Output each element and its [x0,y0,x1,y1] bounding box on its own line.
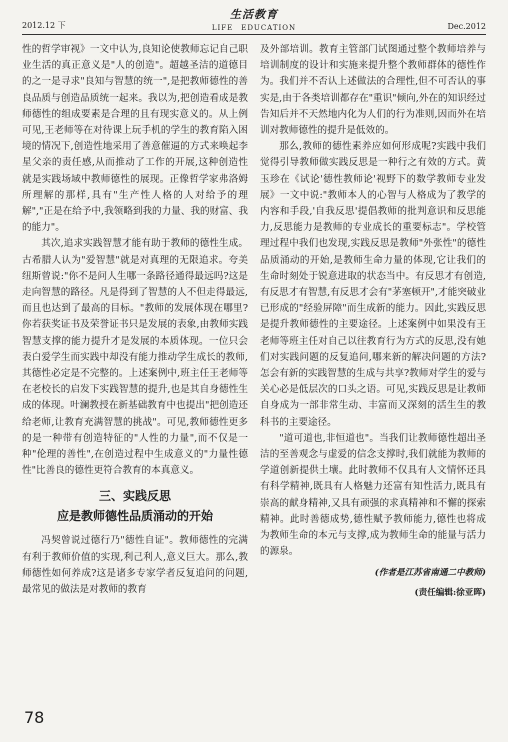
journal-masthead [22,6,486,33]
page-number: 78 [24,708,45,727]
issue-date: 2012.12 下 [22,21,66,30]
paragraph: 那么,教师的德性素养应如何形成呢?实践中我们觉得引导教师做实践反思是一种行之有效的方式。黄玉珍在《试论'德性教师论'视野下的数学教师专业发展》一文中说:"教师本人的心智与人格成为了教学的内容和手段,'自我反思'提倡教师的批判意识和反思能力,反思能力是教师的专业成长的重要标志"。学校管理过程中我们也发现,实践反思是教师"外张性"的德性品质涌动的开始,是教师生命力量的体现,它让我们的生命时刻处于锐意进取的状态当中。有反思才有创造,有反思才有智慧,有反思才会有"茅塞顿开",才能突破业已形成的"经验屏障"而生成新的能力。因此,实践反思是提升教师德性的主要途径。上述案例中如果没有王老师等班主任对自己以往教育行为方式的反思,没有她们对实践问题的反复追问,哪来新的解决问题的方法?怎会有新的实践智慧的生成与共享?教师对学生的爱与关心必是低层次的口头之语。可见,实践反思是让教师自身成为一部非常生动、丰富而又深刻的活生生的教科书的主要途径。 [260,141,486,428]
journal-subtitle: LIFE EDUCATION [211,24,297,32]
section-title: 三、实践反思 [98,489,171,504]
paragraph: 及外部培训。教育主管部门试图通过整个教师培养与培训制度的设计和实施来提升整个教师群体的德性作为。我们并不否认上述做法的合理性,但不可否认的事实是,由于各类培训都存在"重识"倾向,外在的知识经过告知后并不天然地内化为人们的行为准则,因而外在培训对教师德性的提升是低效的。 [260,44,486,137]
left-column [22,42,248,598]
paragraph: "道可道也,非恒道也"。当我们让教师德性超出圣洁的至善观念与虚爱的信念支撑时,我们就能为教师的学道创新提供土壤。此时教师不仅具有人文情怀还具有科学精神,既具有人格魅力还富有知性活力,既具有崇高的献身精神,又具有顽强的求真精神和不懈的探索精神。此时善德成势,德性赋予教师能力,德性也将成为教师生命的本元与支撑,成为教师生命的能量与活力的源泉。 [260,432,486,558]
journal-logo: 生活教育 [230,8,278,21]
paragraph: 冯契曾说过德行乃"德性自证"。教师德性的完满有利于教师价值的实现,利己利人,意义巨大。那么,教师德性如何养成?这是诸多专家学者反复追问的问题,最常见的做法是对教师的教育 [22,535,248,596]
paragraph: 性的哲学审视》一文中认为,良知论使教师忘记自己职业生活的真正意义是"人的创造"。超越圣洁的道德目的之一是寻求"良知与智慧的统一",是把教师德性的善良品质与创造品质统一起来。我以为,把创造看成是教师德性的组成要素是合理的且有现实意义的。从上例可见,王老师等在对待课上玩手机的学生的教育陷入困境的情况下,创造性地采用了善意催逼的方式来唤起李星父亲的责任感,从而推动了工作的开展,这种创造性就是实践场域中教师德性的展现。正像哲学家弗洛姆所理解的那样,具有"生产性人格的人对给予的理解","正是在给予中,我领略到我的力量、我的财富、我的能力"。 [22,44,248,234]
author-note: (作者是江苏省南通二中教师) [374,567,486,578]
section-subtitle: 应是教师德性品质涌动的开始 [56,509,213,524]
paragraph: 其次,追求实践智慧才能有助于教师的德性生成。古希腊人认为"爱智慧"就是对真理的无限追求。夸美纽斯曾说:"你不是问人生哪一条路径通得最远吗?这是走向智慧的路径。凡是得到了智慧的人不但走得最远,而且也达到了最高的目标。"教师的发展体现在哪里?你若获奖证书及荣誉证书只是发展的表象,由教师实践智慧支撑的能力提升才是发展的本质体现。一位只会表白爱学生而实践中却没有能力推动学生成长的教师,其德性必定是不完整的。上述案例中,班主任王老师等在老校长的启发下实践智慧的提升,也是其自身德性生成的体现。叶澜教授在新基础教育中也提出"把创造还给老师,让教育充满智慧的挑战"。可见,教师德性更多的是一种带有创造特征的"人性的力量",而不仅是一种"伦理的善性",在创造过程中生成意义的"力量性德性"比善良的德性更符合教育的本真意义。 [22,238,248,477]
issue-month: Dec.2012 [447,22,486,31]
right-column [260,42,486,601]
page-header [22,6,486,35]
editor-note: (责任编辑:徐亚晖) [414,587,486,598]
